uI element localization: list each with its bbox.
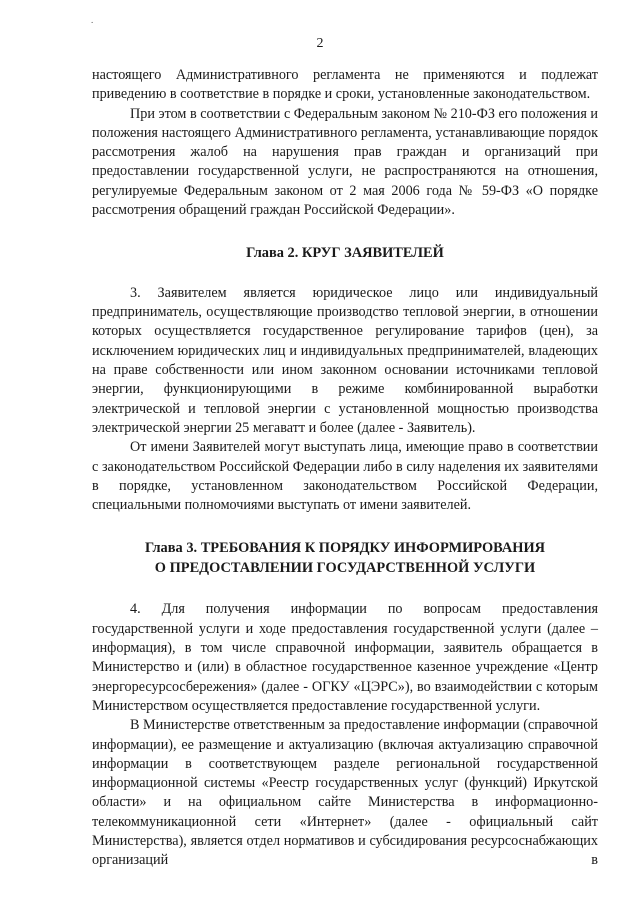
chapter-2-heading [92, 244, 598, 264]
paragraph-representatives: От имени Заявителей могут выступать лица, имеющие право в соответствии с законодательством Российской Федерации либо в силу наделения их заявителями в порядке, установленном законодательством Российской Федерации, специальными полномочиями выступать от имени заявителей. [92, 439, 598, 514]
paragraph-continuation: настоящего Административного регламента не применяются и подлежат приведению в соответствие в порядке и сроки, установленные законодательством. [92, 67, 598, 103]
paragraph-item-3: 3. Заявителем является юридическое лицо или индивидуальный предприниматель, осуществляющие производство тепловой энергии, в отношении которых осуществляется государственное регулирование тарифов (цен), за исключением юридических лиц и индивидуальных предпринимателей, владеющих на праве собственности или ином законном основании источниками тепловой энергии, функционирующими в режиме комбинированной выработки электрической и тепловой энергии с установленной мощностью производства электрической энергии 25 мегаватт и более (далее - Заявитель). [92, 284, 598, 436]
page-content [92, 66, 598, 871]
chapter-3-title-line-2: О ПРЕДОСТАВЛЕНИИ ГОСУДАРСТВЕННОЙ УСЛУГИ [154, 559, 536, 576]
paragraph-federal-law: При этом в соответствии с Федеральным законом № 210-ФЗ его положения и положения настоящего Административного регламента, устанавливающие порядок рассмотрения жалоб на нарушения прав граждан и организаций при предоставлении государственной услуги, не распространяются на отношения, регулируемые Федеральным законом от 2 мая 2006 года № 59-ФЗ «О порядке рассмотрения обращений граждан Российской Федерации». [92, 105, 598, 219]
paragraph-ministry-department: В Министерстве ответственным за предоставление информации (справочной информации), ее размещение и актуализацию (включая актуализацию справочной информации в соответствующем разделе региональной государственной информационной системы «Реестр государственных услуг (функций) Иркутской области» и на официальном сайте Министерства в информационно-телекоммуникационной сети «Интернет» (далее - официальный сайт Министерства), является отдел нормативов и субсидирования ресурсоснабжающих организаций в [92, 717, 598, 869]
corner-mark: . [91, 15, 94, 25]
paragraph-item-4: 4. Для получения информации по вопросам предоставления государственной услуги и ходе предоставления государственной услуги (далее – информация), в том числе справочной информации, заявитель обращается в Министерство и (или) в областное государственное казенное учреждение «Центр энергоресурсосбережения» (далее - ОГКУ «ЦЭРС»), во взаимодействии с которым Министерством осуществляется предоставление государственной услуги. [92, 601, 598, 714]
chapter-3-heading [92, 539, 598, 578]
page-number: 2 [316, 36, 324, 51]
chapter-3-title-line-1: Глава 3. ТРЕБОВАНИЯ К ПОРЯДКУ ИНФОРМИРОВАНИЯ [144, 540, 546, 557]
chapter-2-title: Глава 2. КРУГ ЗАЯВИТЕЛЕЙ [246, 245, 444, 262]
